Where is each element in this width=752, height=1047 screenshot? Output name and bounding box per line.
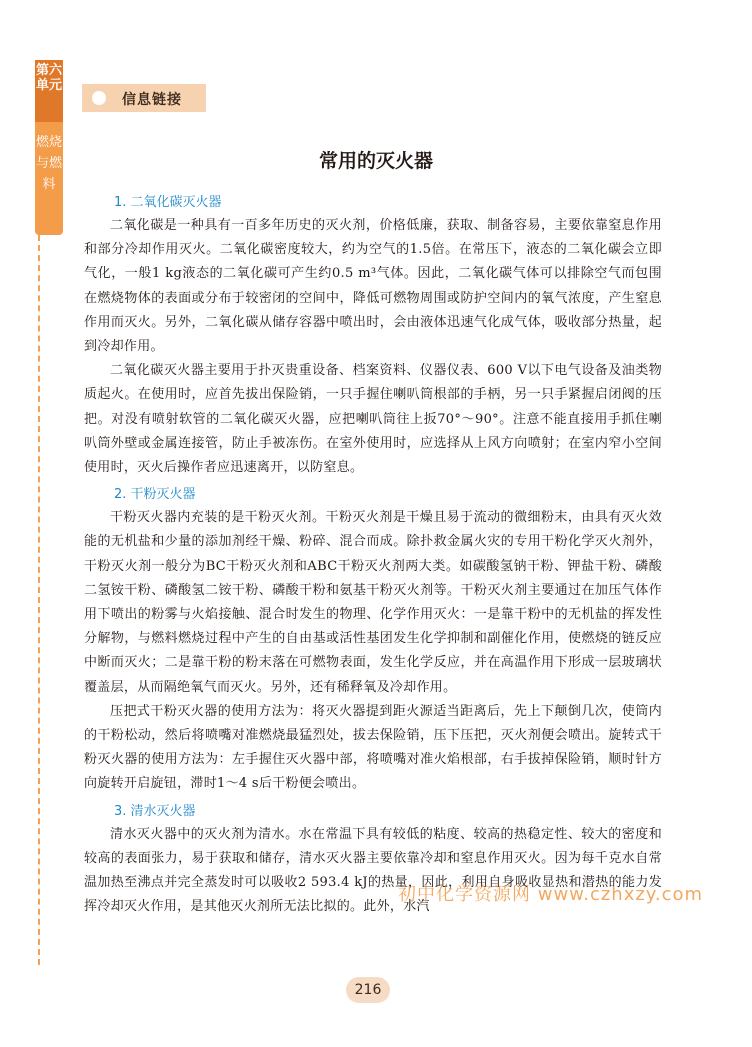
section-co2	[84, 192, 662, 480]
paragraph: 二氧化碳灭火器主要用于扑灭贵重设备、档案资料、仪器仪表、600 V以下电气设备及油类物质起火。在使用时，应首先拔出保险销，一只手握住喇叭筒根部的手柄，另一只手紧握启闭阀的压把。对没有喷射软管的二氧化碳灭火器，应把喇叭筒往上扳70°～90°。注意不能直接用手抓住喇叭筒外壁或金属连接管，防止手被冻伤。在室外使用时，应选择从上风方向喷射；在室内窄小空间使用时，灭火后操作者应迅速离开，以防窒息。	[84, 363, 662, 476]
section-dry-powder	[84, 484, 662, 796]
paragraph: 干粉灭火器内充装的是干粉灭火剂。干粉灭火剂是干燥且易于流动的微细粉末，由具有灭火效能的无机盐和少量的添加剂经干燥、粉碎、混合而成。除扑救金属火灾的专用干粉化学灭火剂外，干粉灭火剂一般分为BC干粉灭火剂和ABC干粉灭火剂两大类。如碳酸氢钠干粉、钾盐干粉、磷酸二氢铵干粉、磷酸氢二铵干粉、磷酸干粉和氨基干粉灭火剂等。干粉灭火剂主要通过在加压气体作用下喷出的粉雾与火焰接触、混合时发生的物理、化学作用灭火：一是靠干粉中的无机盐的挥发性分解物，与燃料燃烧过程中产生的自由基或活性基团发生化学抑制和副催化作用，使燃烧的链反应中断而灭火；二是靠干粉的粉末落在可燃物表面，发生化学反应，并在高温作用下形成一层玻璃状覆盖层，从而隔绝氧气而灭火。另外，还有稀释氧及冷却作用。	[84, 510, 662, 695]
info-link-badge	[82, 84, 206, 112]
badge-label: 信息链接	[122, 92, 182, 108]
page-title: 常用的灭火器	[318, 150, 433, 172]
article-body	[84, 192, 662, 921]
paragraph: 清水灭火器中的灭火剂为清水。水在常温下具有较低的粘度、较高的热稳定性、较大的密度和较高的表面张力，易于获取和储存，清水灭火器主要依靠冷却和窒息作用灭火。因为每千克水自常温加热至沸点并完全蒸发时可以吸收2 593.4 kJ的热量，因此，利用自身吸收显热和潜热的能力发挥冷却灭火作用，是其他灭火剂所无法比拟的。此外，水汽	[84, 826, 662, 915]
paragraph: 压把式干粉灭火器的使用方法为：将灭火器提到距火源适当距离后，先上下颠倒几次，使筒内的干粉松动，然后将喷嘴对准燃烧最猛烈处，拔去保险销，压下压把，灭火剂便会喷出。旋转式干粉灭火器的使用方法为：左手握住灭火器中部，将喷嘴对准火焰根部，右手拔掉保险销，顺时针方向旋转开启旋钮，滞时1～4 s后干粉便会喷出。	[84, 703, 662, 792]
section-water	[84, 801, 662, 920]
unit-label: 第六单元	[35, 60, 63, 122]
margin-dashed-line	[38, 235, 42, 965]
section-heading: 1. 二氧化碳灭火器	[114, 195, 222, 210]
watermark: 初中化学资源网 www.czhxzy.com	[398, 884, 704, 905]
section-heading: 3. 清水灭火器	[114, 803, 196, 819]
page-number: 216	[346, 977, 390, 1003]
paragraph: 二氧化碳是一种具有一百多年历史的灭火剂，价格低廉，获取、制备容易，主要依靠窒息作用和部分冷却作用灭火。二氧化碳密度较大，约为空气的1.5倍。在常压下，液态的二氧化碳会立即气化，一般1 kg液态的二氧化碳可产生约0.5 m³气体。因此，二氧化碳气体可以排除空气而包围在燃烧物体的表面或分布于较密闭的空间中，降低可燃物周围或防护空间内的氧气浓度，产生窒息作用而灭火。另外，二氧化碳从储存容器中喷出时，会由液体迅速气化成气体，吸收部分热量，起到冷却作用。	[84, 218, 662, 355]
chapter-label: 燃烧与燃料	[35, 135, 62, 192]
badge-dot-icon	[92, 91, 106, 105]
section-heading: 2. 干粉灭火器	[114, 487, 196, 503]
